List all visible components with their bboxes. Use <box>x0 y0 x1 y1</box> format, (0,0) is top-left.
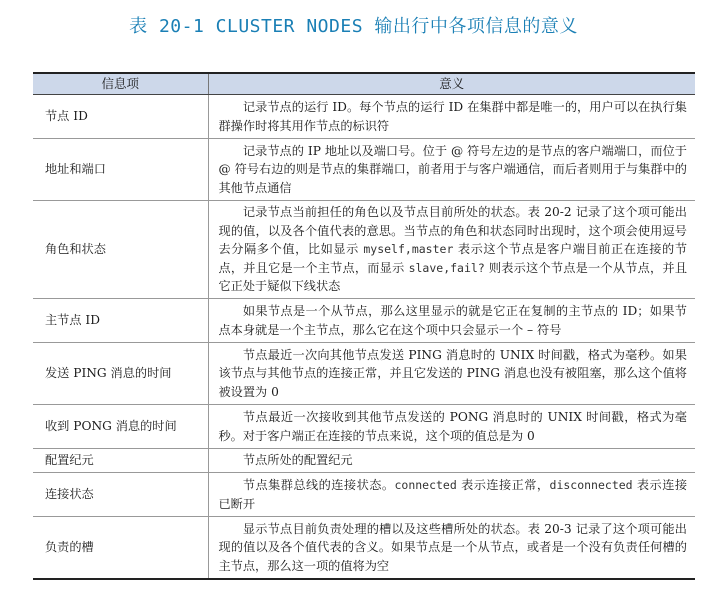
row-meaning: 记录节点当前担任的角色以及节点目前所处的状态。表 20-2 记录了这个项可能出现的值，以及各个值代表的意思。当节点的角色和状态同时出现时，这个项会使用逗号去分隔多个值，比如显示 myself,master 表示这个节点是客户端目前正在连接的节点，并且它是一个主节点，而显示 slave,fail? 则表示这个节点是一个从节点，并且它正处于疑似下线状态 <box>208 201 695 299</box>
header-meaning: 意义 <box>208 73 695 95</box>
row-item: 连接状态 <box>33 473 208 517</box>
table-row <box>33 343 695 405</box>
table-header-row <box>33 73 695 95</box>
row-meaning: 节点所处的配置纪元 <box>208 449 695 473</box>
row-item: 配置纪元 <box>33 449 208 473</box>
code-slave-fail: slave,fail? <box>408 260 485 275</box>
row-item: 负责的槽 <box>33 517 208 579</box>
header-item: 信息项 <box>33 73 208 95</box>
table-title: 表 20-1 CLUSTER NODES 输出行中各项信息的意义 <box>129 16 578 37</box>
row-meaning: 节点集群总线的连接状态。connected 表示连接正常，disconnected 表示连接已断开 <box>208 473 695 517</box>
table-row <box>33 517 695 579</box>
table-row <box>33 299 695 343</box>
table-row <box>33 95 695 139</box>
row-item: 地址和端口 <box>33 139 208 201</box>
table-row <box>33 405 695 449</box>
row-meaning: 节点最近一次向其他节点发送 PING 消息时的 UNIX 时间戳，格式为毫秒。如果该节点与其他节点的连接正常，并且它发送的 PING 消息也没有被阻塞，那么这个值将被设置为 0 <box>208 343 695 405</box>
row-meaning: 如果节点是一个从节点，那么这里显示的就是它正在复制的主节点的 ID；如果节点本身就是一个主节点，那么它在这个项中只会显示一个 – 符号 <box>208 299 695 343</box>
table-row <box>33 449 695 473</box>
row-item: 主节点 ID <box>33 299 208 343</box>
row-item: 角色和状态 <box>33 201 208 299</box>
code-disconnected: disconnected <box>549 478 633 492</box>
table-row <box>33 139 695 201</box>
row-item: 发送 PING 消息的时间 <box>33 343 208 405</box>
table-row <box>33 201 695 299</box>
row-item: 收到 PONG 消息的时间 <box>33 405 208 449</box>
row-meaning: 节点最近一次接收到其他节点发送的 PONG 消息时的 UNIX 时间戳，格式为毫秒。对于客户端正在连接的节点来说，这个项的值总是为 0 <box>208 405 695 449</box>
row-meaning: 显示节点目前负责处理的槽以及这些槽所处的状态。表 20-3 记录了这个项可能出现的值以及各个值代表的含义。如果节点是一个从节点，或者是一个没有负责任何槽的主节点，那么这一项的值将为空 <box>208 517 695 579</box>
row-meaning: 记录节点的 IP 地址以及端口号。位于 @ 符号左边的是节点的客户端端口，而位于 @ 符号右边的则是节点的集群端口，前者用于与客户端通信，而后者则用于与集群中的其他节点通信 <box>208 139 695 201</box>
cluster-nodes-table <box>33 72 695 580</box>
table-row <box>33 473 695 517</box>
row-item: 节点 ID <box>33 95 208 139</box>
code-connected: connected <box>394 478 457 492</box>
row-meaning: 记录节点的运行 ID。每个节点的运行 ID 在集群中都是唯一的，用户可以在执行集群操作时将其用作节点的标识符 <box>208 95 695 139</box>
code-myself-master: myself,master <box>363 242 454 257</box>
